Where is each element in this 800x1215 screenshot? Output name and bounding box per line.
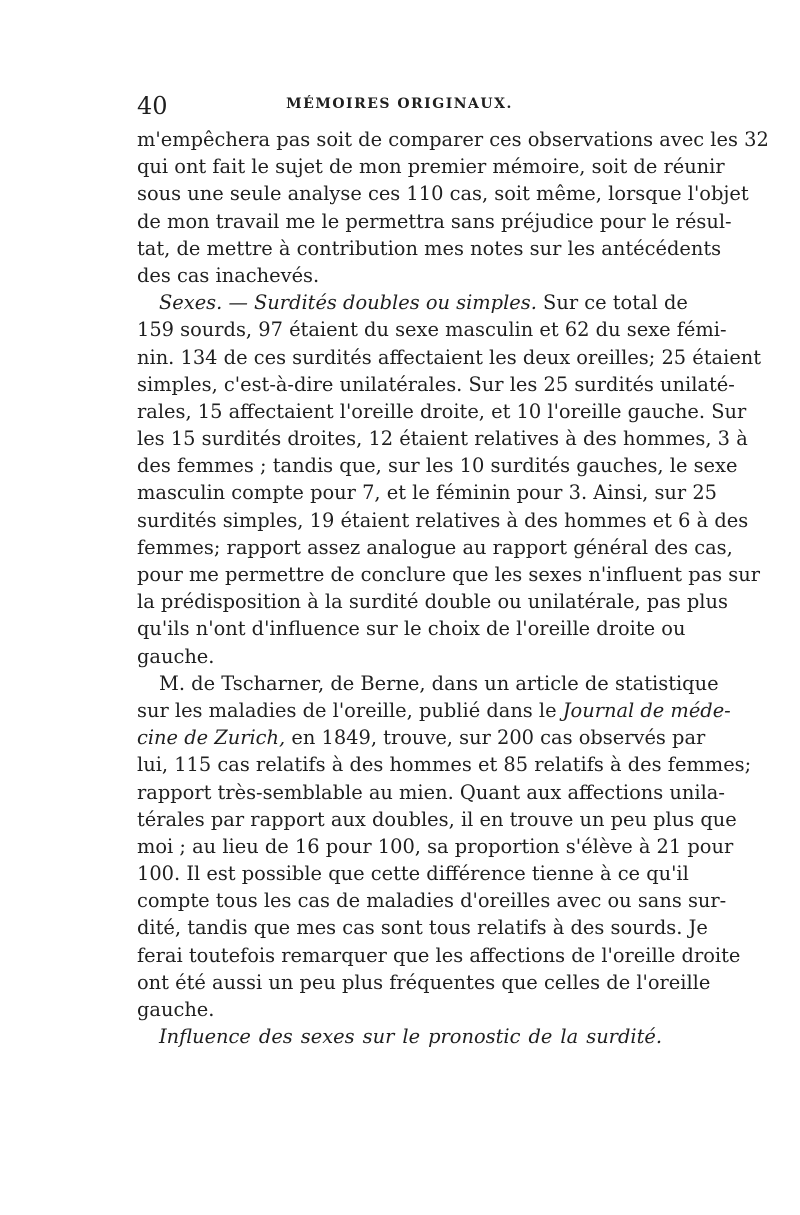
text-segment: femmes; rapport assez analogue au rapport général des cas, xyxy=(137,535,733,559)
text-line xyxy=(137,561,761,588)
text-segment: tat, de mettre à contribution mes notes sur les antécédents xyxy=(137,236,722,260)
text-line xyxy=(137,289,688,316)
text-line xyxy=(137,969,711,996)
text-line xyxy=(137,1023,662,1050)
text-segment: M. de Tscharner, de Berne, dans un article de statistique xyxy=(159,671,719,695)
text-line xyxy=(137,779,725,806)
text-line xyxy=(137,425,748,452)
body-text xyxy=(137,126,769,1050)
text-segment: ferai toutefois remarquer que les affections de l'oreille droite xyxy=(137,943,741,967)
italic-text: Influence des sexes sur le pronostic de la surdité. xyxy=(159,1025,662,1049)
italic-text: cine de Zurich, xyxy=(137,726,286,750)
text-segment: les 15 surdités droites, 12 étaient relatives à des hommes, 3 à xyxy=(137,427,748,451)
text-segment: nin. 134 de ces surdités affectaient les deux oreilles; 25 étaient xyxy=(137,345,762,369)
text-segment: térales par rapport aux doubles, il en trouve un peu plus que xyxy=(137,807,737,831)
text-segment: lui, 115 cas relatifs à des hommes et 85 relatifs à des femmes; xyxy=(137,753,752,777)
italic-text: Journal de méde- xyxy=(562,698,731,722)
text-segment: des femmes ; tandis que, sur les 10 surdités gauches, le sexe xyxy=(137,454,738,478)
text-line xyxy=(137,507,749,534)
text-segment: de mon travail me le permettra sans préjudice pour le résul- xyxy=(137,209,732,233)
text-segment: m'empêchera pas soit de comparer ces observations avec les 32 xyxy=(137,128,769,151)
text-line xyxy=(137,262,662,289)
text-segment: simples, c'est-à-dire unilatérales. Sur les 25 surdités unilaté- xyxy=(137,372,735,396)
text-segment: qu'ils n'ont d'influence sur le choix de l'oreille droite ou xyxy=(137,617,686,641)
text-line xyxy=(137,860,689,887)
text-line xyxy=(137,479,717,506)
text-segment: gauche. xyxy=(137,998,215,1021)
text-segment: 159 sourds, 97 étaient du sexe masculin et 62 du sexe fémi- xyxy=(137,318,727,342)
text-segment: ont été aussi un peu plus fréquentes que celles de l'oreille xyxy=(137,970,711,994)
text-line xyxy=(137,344,762,371)
text-segment: moi ; au lieu de 16 pour 100, sa proportion s'élève à 21 pour xyxy=(137,834,734,858)
text-line xyxy=(137,316,727,343)
text-line xyxy=(137,887,727,914)
text-line xyxy=(137,615,686,642)
text-segment: qui ont fait le sujet de mon premier mémoire, soit de réunir xyxy=(137,155,725,179)
text-segment: Sur ce total de xyxy=(536,291,688,315)
text-line xyxy=(137,452,738,479)
text-segment: 100. Il est possible que cette différence tienne à ce qu'il xyxy=(137,862,689,886)
text-line xyxy=(137,914,708,941)
text-line xyxy=(137,371,735,398)
text-segment: pour me permettre de conclure que les sexes n'influent pas sur xyxy=(137,563,761,586)
text-line xyxy=(137,126,769,153)
text-line xyxy=(137,751,752,778)
page-number: 40 xyxy=(137,92,168,120)
text-segment: en 1849, trouve, sur 200 cas observés par xyxy=(285,726,706,750)
italic-text: Sexes. — Surdités doubles ou simples. xyxy=(159,291,537,315)
text-line xyxy=(137,724,706,751)
text-line xyxy=(137,806,737,833)
text-segment: dité, tandis que mes cas sont tous relatifs à des sourds. Je xyxy=(137,916,708,940)
text-segment: la prédisposition à la surdité double ou unilatérale, pas plus xyxy=(137,590,728,614)
text-line xyxy=(137,534,733,561)
text-line xyxy=(137,180,749,207)
running-title: MÉMOIRES ORIGINAUX. xyxy=(286,96,513,112)
text-segment: masculin compte pour 7, et le féminin pour 3. Ainsi, sur 25 xyxy=(137,481,717,505)
text-line xyxy=(137,996,662,1023)
text-line xyxy=(137,235,722,262)
text-segment: compte tous les cas de maladies d'oreilles avec ou sans sur- xyxy=(137,889,727,913)
text-line xyxy=(137,643,662,670)
text-line xyxy=(137,942,741,969)
text-line xyxy=(137,833,734,860)
text-line xyxy=(137,208,732,235)
text-line xyxy=(137,588,728,615)
text-segment: sur les maladies de l'oreille, publié dans le xyxy=(137,698,563,722)
text-segment: surdités simples, 19 étaient relatives à des hommes et 6 à des xyxy=(137,508,749,532)
text-segment: sous une seule analyse ces 110 cas, soit même, lorsque l'objet xyxy=(137,182,749,206)
text-line xyxy=(137,697,731,724)
text-line xyxy=(137,670,719,697)
text-line xyxy=(137,398,747,425)
text-segment: gauche. xyxy=(137,644,215,668)
text-segment: rapport très-semblable au mien. Quant aux affections unila- xyxy=(137,780,725,804)
page-header xyxy=(137,92,662,122)
text-line xyxy=(137,153,725,180)
text-segment: des cas inachevés. xyxy=(137,263,320,287)
text-segment: rales, 15 affectaient l'oreille droite, et 10 l'oreille gauche. Sur xyxy=(137,399,747,423)
